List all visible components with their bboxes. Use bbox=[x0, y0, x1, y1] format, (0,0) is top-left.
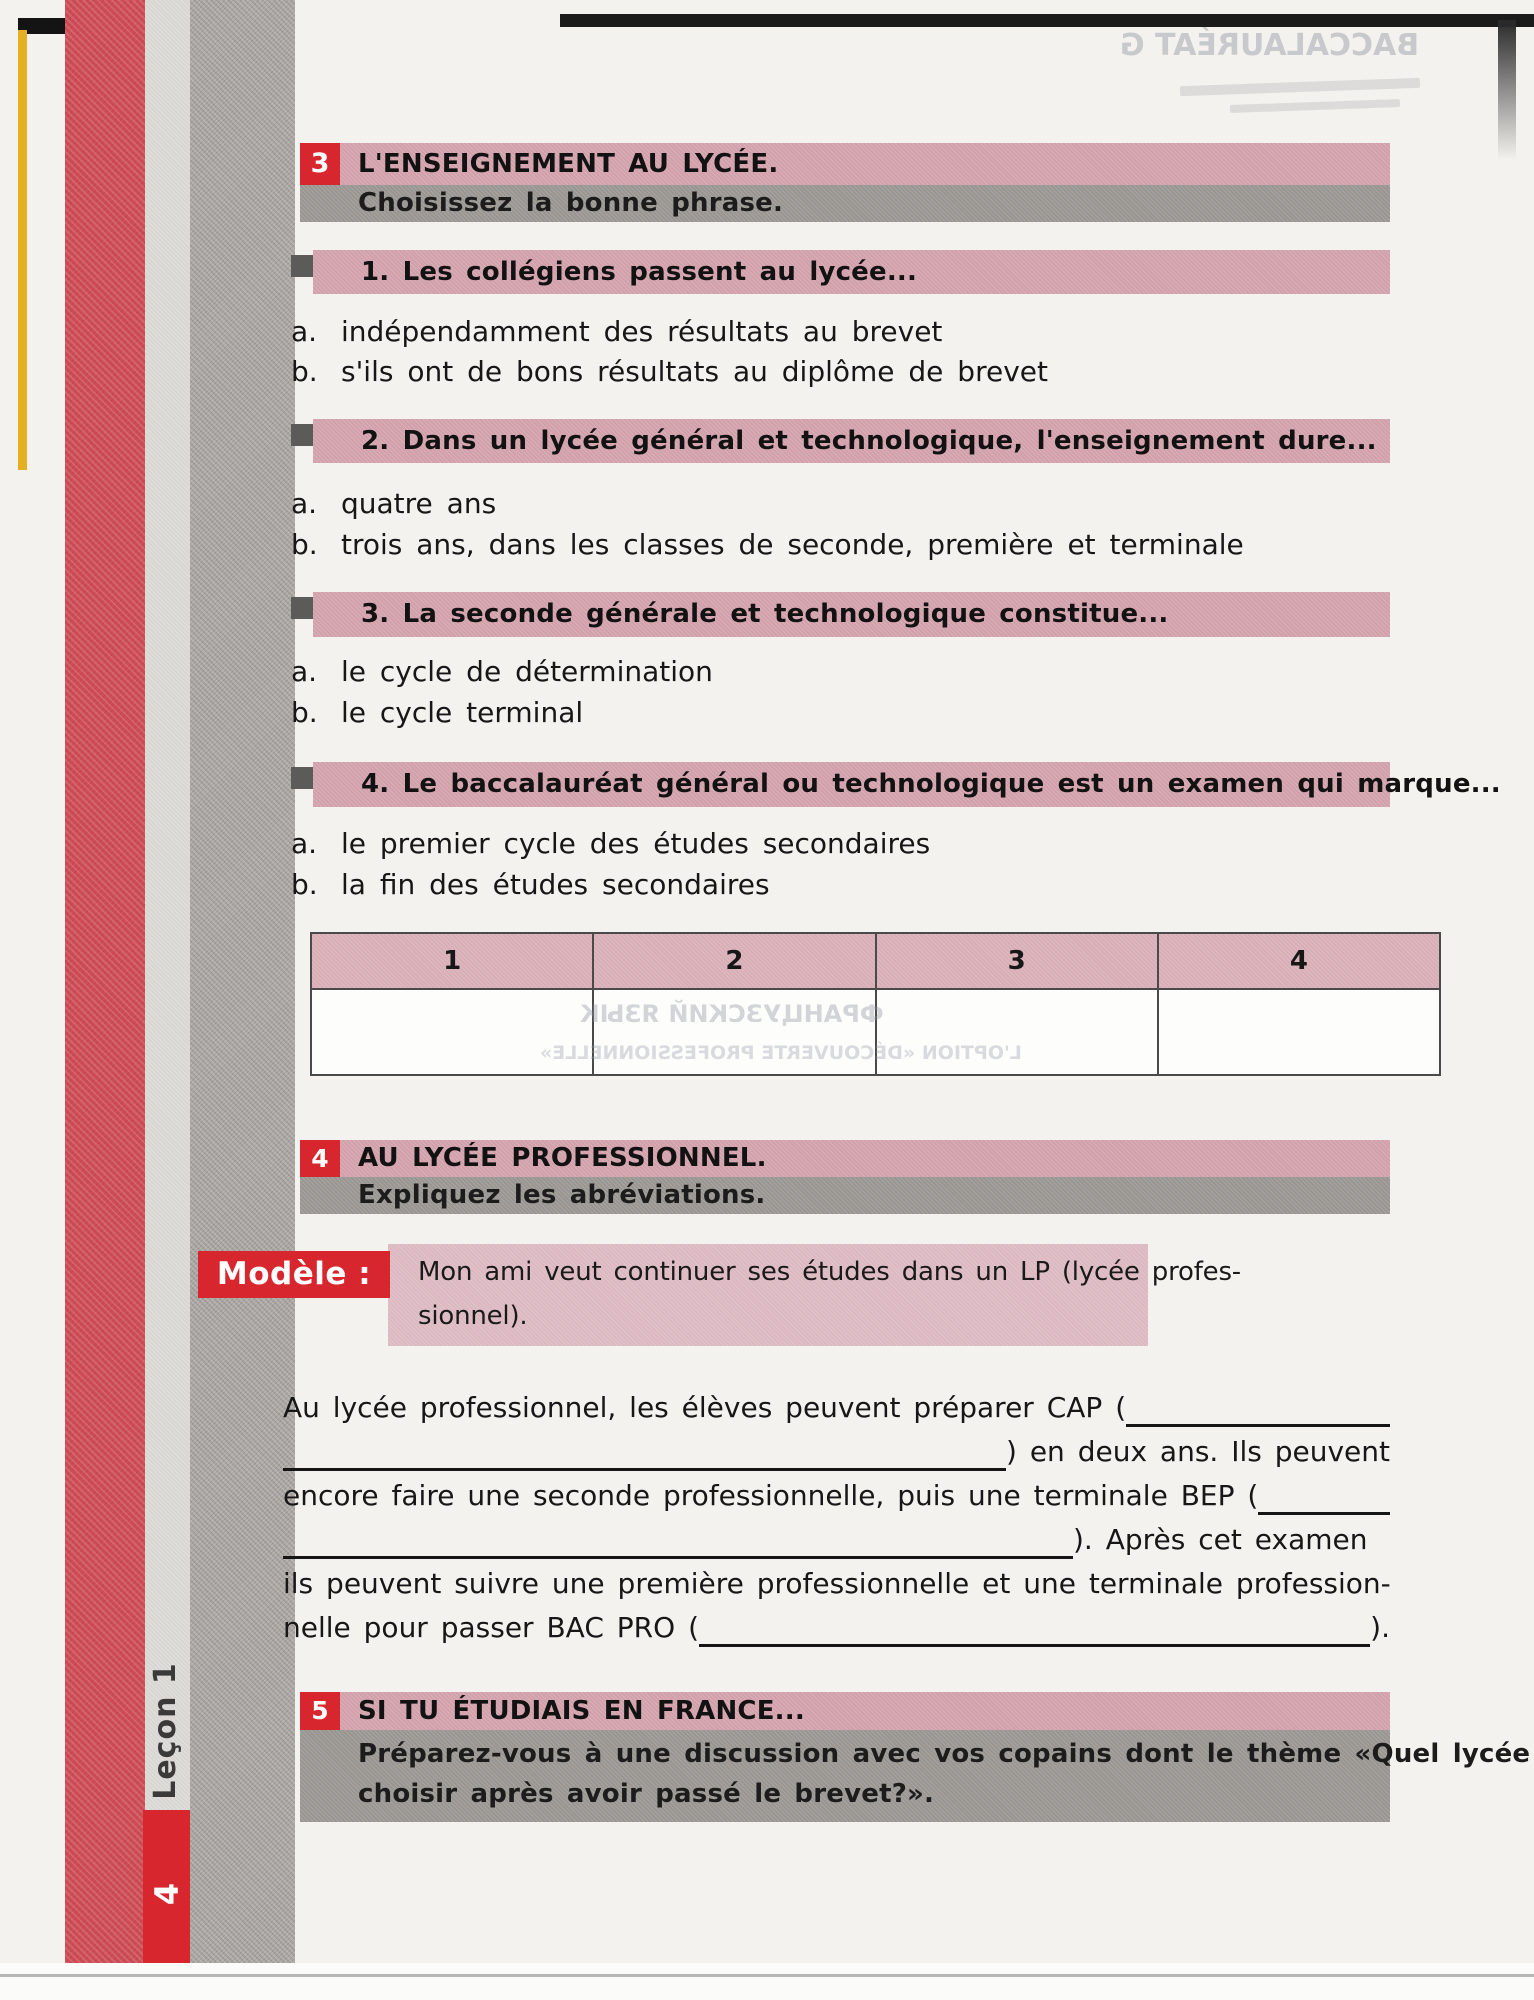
model-example-line2: sionnel). bbox=[418, 1301, 528, 1331]
left-rail-red-texture bbox=[65, 0, 145, 1963]
option-text: quatre ans bbox=[341, 487, 497, 520]
question3-banner bbox=[313, 592, 1390, 637]
option-label: b. bbox=[291, 696, 318, 729]
paragraph-text: nelle pour passer BAC PRO ( bbox=[283, 1611, 699, 1644]
question3-prompt: 3. La seconde générale et technologique constitue... bbox=[361, 599, 1169, 629]
paragraph-text: ). Après cet examen bbox=[1073, 1523, 1368, 1556]
paragraph-line-6 bbox=[283, 1603, 1390, 1647]
answer-table bbox=[310, 932, 1441, 1076]
paragraph-line-2 bbox=[283, 1427, 1390, 1471]
question1-option-b bbox=[291, 355, 1048, 388]
paragraph-line-1 bbox=[283, 1383, 1390, 1427]
question2-bullet-square bbox=[291, 424, 313, 446]
question2-banner bbox=[313, 419, 1390, 463]
bleed-through-smudge-1 bbox=[1180, 78, 1420, 96]
exercise3-instruction-band bbox=[300, 185, 1390, 222]
exercise3-title-banner bbox=[300, 143, 1390, 185]
question4-prompt: 4. Le baccalauréat général ou technologique est un examen qui marque... bbox=[361, 769, 1501, 799]
exercise3-instruction: Choisissez la bonne phrase. bbox=[358, 188, 784, 218]
exercise4-instruction-band bbox=[300, 1177, 1390, 1214]
answer-table-header-4: 4 bbox=[1159, 934, 1439, 990]
question2-option-b bbox=[291, 528, 1244, 561]
exercise5-title: SI TU ÉTUDIAIS EN FRANCE... bbox=[358, 1696, 805, 1726]
bleed-through-smudge-2 bbox=[1230, 99, 1400, 113]
paragraph-text: encore faire une seconde professionnelle, puis une terminale BEP ( bbox=[283, 1479, 1259, 1512]
paragraph-text: ils peuvent suivre une première professionnelle et une terminale profession- bbox=[283, 1567, 1391, 1600]
exercise4-instruction: Expliquez les abréviations. bbox=[358, 1180, 766, 1210]
exercise5-instruction-line1: Préparez-vous à une discussion avec vos copains dont le thème «Quel lycée bbox=[358, 1739, 1531, 1769]
exercise3-title: L'ENSEIGNEMENT AU LYCÉE. bbox=[358, 149, 779, 179]
scan-edge-top bbox=[560, 14, 1534, 27]
model-example-panel bbox=[388, 1244, 1241, 1346]
bleed-through-text-table-1: ФРАНЦУЗСКИЙ ЯЗЫК bbox=[580, 1000, 884, 1028]
fill-in-paragraph bbox=[283, 1383, 1390, 1647]
option-text: s'ils ont de bons résultats au diplôme de brevet bbox=[341, 355, 1048, 388]
option-label: a. bbox=[291, 315, 318, 348]
exercise4-number-box: 4 bbox=[300, 1140, 340, 1177]
answer-table-header-2: 2 bbox=[594, 934, 876, 990]
option-text: indépendamment des résultats au brevet bbox=[341, 315, 943, 348]
page-number: 4 bbox=[148, 1882, 186, 1906]
question3-option-a bbox=[291, 655, 713, 688]
question4-bullet-square bbox=[291, 767, 313, 789]
question1-option-a bbox=[291, 315, 942, 348]
question4-option-b bbox=[291, 868, 770, 901]
answer-table-cell-4 bbox=[1159, 990, 1439, 1074]
model-label-box: Modèle : bbox=[198, 1251, 390, 1298]
paragraph-line-3 bbox=[283, 1471, 1390, 1515]
question1-prompt: 1. Les collégiens passent au lycée... bbox=[361, 257, 918, 287]
exercise5-instruction-line2: choisir après avoir passé le brevet?». bbox=[358, 1779, 935, 1809]
option-text: le premier cycle des études secondaires bbox=[341, 827, 931, 860]
option-text: trois ans, dans les classes de seconde, première et terminale bbox=[341, 528, 1244, 561]
question3-bullet-square bbox=[291, 597, 313, 619]
scan-bottom-margin bbox=[0, 1963, 1534, 2000]
option-label: a. bbox=[291, 655, 318, 688]
answer-table-cell-1 bbox=[312, 990, 594, 1074]
left-rail-shadow-gray bbox=[190, 0, 295, 1963]
answer-table-header-row bbox=[312, 934, 1439, 990]
paragraph-text: ) en deux ans. Ils peuvent bbox=[1006, 1435, 1390, 1468]
answer-table-header-3: 3 bbox=[877, 934, 1159, 990]
exercise4-title: AU LYCÉE PROFESSIONNEL. bbox=[358, 1143, 767, 1173]
paragraph-line-5 bbox=[283, 1559, 1390, 1603]
fill-in-blank-2-continued bbox=[283, 1522, 1073, 1559]
exercise5-number-box: 5 bbox=[300, 1692, 340, 1730]
option-label: a. bbox=[291, 487, 318, 520]
option-label: a. bbox=[291, 827, 318, 860]
exercise5-title-banner bbox=[300, 1692, 1390, 1730]
exercise4-title-banner bbox=[300, 1140, 1390, 1177]
exercise3-number-box: 3 bbox=[300, 143, 340, 185]
answer-table-header-1: 1 bbox=[312, 934, 594, 990]
book-edge-yellow-strip bbox=[18, 30, 27, 470]
question4-banner bbox=[313, 762, 1501, 807]
paragraph-text: Au lycée professionnel, les élèves peuvent préparer CAP ( bbox=[283, 1391, 1127, 1424]
question2-prompt: 2. Dans un lycée général et technologique, l'enseignement dure... bbox=[361, 426, 1377, 456]
answer-table-cell-3 bbox=[877, 990, 1159, 1074]
option-label: b. bbox=[291, 355, 318, 388]
answer-table-body-row bbox=[312, 990, 1439, 1074]
option-label: b. bbox=[291, 868, 318, 901]
question4-option-a bbox=[291, 827, 930, 860]
bleed-through-text-table-2: L'OPTION «DÉCOUVERTE PROFESSIONNELLE» bbox=[540, 1042, 1022, 1064]
bleed-through-text-top: BACCALAURÉAT G bbox=[1120, 28, 1420, 63]
fill-in-blank-1 bbox=[1126, 1390, 1390, 1427]
exercise5-instruction-band bbox=[300, 1730, 1531, 1822]
scan-edge-right bbox=[1498, 20, 1516, 160]
option-text: la fin des études secondaires bbox=[341, 868, 770, 901]
question1-banner bbox=[313, 250, 1390, 294]
fill-in-blank-3 bbox=[699, 1610, 1370, 1647]
paragraph-line-4 bbox=[283, 1515, 1390, 1559]
question3-option-b bbox=[291, 696, 583, 729]
model-example-line1: Mon ami veut continuer ses études dans un LP (lycée profes- bbox=[418, 1257, 1241, 1287]
lesson-tab-label: Leçon 1 bbox=[148, 1662, 183, 1800]
answer-table-cell-2 bbox=[594, 990, 876, 1074]
option-text: le cycle de détermination bbox=[341, 655, 713, 688]
fill-in-blank-1-continued bbox=[283, 1434, 1006, 1471]
option-text: le cycle terminal bbox=[341, 696, 584, 729]
option-label: b. bbox=[291, 528, 318, 561]
scan-bottom-edge-line bbox=[0, 1974, 1534, 1977]
paragraph-text: ). bbox=[1370, 1611, 1390, 1644]
fill-in-blank-2 bbox=[1258, 1478, 1390, 1515]
question2-option-a bbox=[291, 487, 496, 520]
question1-bullet-square bbox=[291, 255, 313, 277]
